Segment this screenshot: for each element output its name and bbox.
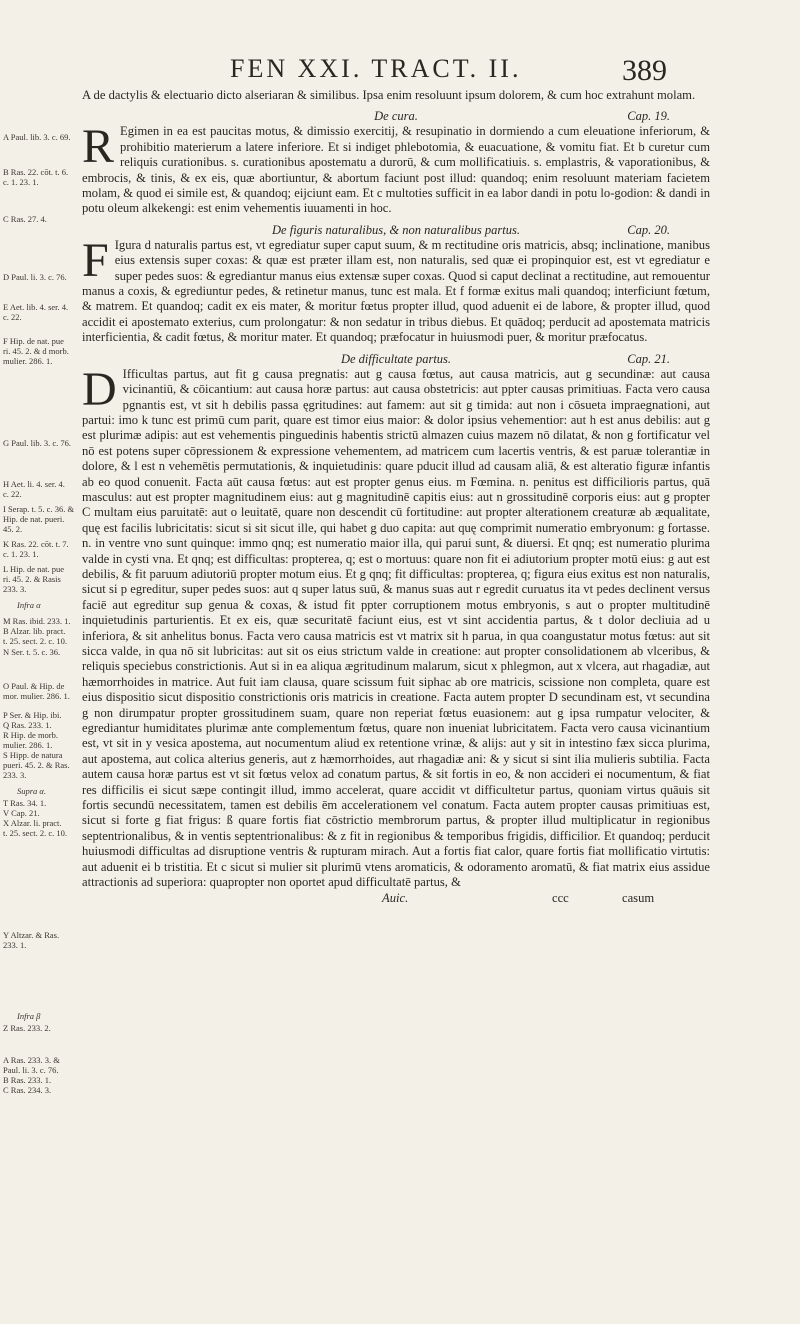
section-cap-20 [82, 223, 710, 346]
section-cap-21 [82, 352, 710, 891]
running-head: FEN XXI. TRACT. II. [230, 54, 522, 83]
chapter-number: Cap. 20. [627, 222, 670, 237]
margin-note-o: O Paul. & Hip. de mor. mulier. 286. 1. [3, 681, 70, 701]
page-header [0, 50, 800, 90]
catchword: casum [622, 890, 655, 905]
intro-paragraph: A de dactylis & electuario dicto alseriaran & similibus. Ipsa enim resoluunt ipsum dolorem, & cum hoc extrahunt molam. [82, 88, 696, 102]
chapter-number: Cap. 21. [627, 351, 670, 366]
main-text [82, 88, 710, 909]
drop-cap: F [82, 233, 109, 287]
page-number: 389 [622, 54, 667, 87]
margin-note-b: B Ras. 22. cōt. t. 6. c. 1. 23. 1. [3, 167, 69, 187]
margin-note-m: M Ras. ibid. 233. 1. B Alzar. lib. pract. t. 25. sect. 2. c. 10. [3, 616, 71, 646]
margin-note-e: E Aet. lib. 4. ser. 4. c. 22. [3, 302, 69, 322]
margin-notes [3, 80, 75, 1230]
margin-note-z: Z Ras. 233. 2. [3, 1023, 51, 1033]
section-title: De figuris naturalibus, & non naturalibus partus. Cap. 20. [272, 222, 670, 237]
margin-note-infra-beta: Infra β [17, 1011, 41, 1021]
section-text: F Igura d naturalis partus est, vt egrediatur super caput suum, & m rectitudine oris matricis, absq; inclinatione, manibus eius extensis super coxas: & quæ est præter illam est, non naturalis, sed quæ ei propinquior est, est vt egrediatur e super pedes suos: & egrediantur manus eius extensæ super coxas. Quod si caput declinat a rectitudine, aut remouentur manus a coxis, & egrediuntur pedes, & retinetur manus, tunc est mala. Et f formæ exitus mali quandoq; interficiunt fœtum, & matrem. Et quandoq; cadit ex eis mater, & moritur fœtus propter illud, quod aduenit ei de labore, & propter illud, quod accidit ei apostemato exterius, cum prolongatur: & non sedatur in tribus diebus. Et quādoq; perducit ad apostemata matricis interficientia, & cadit fœtus, & moritur mater. Et quandoq; præfocatur in huiusmodi puer, & moritur præfocatus. [82, 233, 710, 345]
margin-note-k: K Ras. 22. cōt. t. 7. c. 1. 23. 1. [3, 539, 69, 559]
section-cap-19 [82, 109, 710, 216]
section-title: De difficultate partus. Cap. 21. [340, 351, 670, 366]
margin-note-aa: A Ras. 233. 3. & Paul. li. 3. c. 76. B Ras. 233. 1. C Ras. 234. 3. [3, 1055, 60, 1095]
section-title: De cura. Cap. 19. [374, 109, 670, 124]
margin-note-d: D Paul. li. 3. c. 76. [3, 272, 67, 282]
margin-note-t: T Ras. 34. 1. V Cap. 21. X Alzar. li. pract. t. 25. sect. 2. c. 10. [3, 798, 67, 838]
margin-note-r: R Hip. de morb. mulier. 286. 1. [3, 730, 59, 750]
margin-note-i: I Serap. t. 5. c. 36. & Hip. de nat. pueri. 45. 2. [3, 504, 75, 534]
signature-mark: ccc [552, 890, 569, 905]
margin-note-p: P Ser. & Hip. ibi. Q Ras. 233. 1. [3, 710, 62, 730]
chapter-number: Cap. 19. [627, 109, 670, 124]
margin-note-infra: Infra α [17, 600, 41, 610]
margin-note-f: F Hip. de nat. pue ri. 45. 2. & d morb. mulier. 286. 1. [3, 336, 69, 366]
margin-note-s: S Hipp. de natura pueri. 45. 2. & Ras. 233. 3. [3, 750, 70, 780]
drop-cap: R [82, 120, 115, 174]
margin-note-a: A Paul. lib. 3. c. 69. [3, 132, 71, 142]
section-text: R Egimen in ea est paucitas motus, & dimissio exercitij, & resupinatio in dormiendo a cum eleuatione inferiorum, & prohibitio materierum a latere inferiore. Et si indiget phlebotomia, & euacuatione, & vomitu fiat. Et b curetur cum reliquis curationibus. s. curationibus apostematu a durorū, & cum mollificatiuis. s. emplastris, & vaporationibus, & embrocis, & tinis, & ex eis, quæ abortiuntur, & abortum faciunt post illud: quandoq; enim resoluunt materiam facietem molam, & quod ei simile est, & quandoq; eijciunt eam. Et c multoties sufficit in ea labor dandi in potu lo-godion: & dandi in potu oleum alkekengi: est enim vehementis iuuamenti in hoc. [82, 120, 710, 216]
margin-note-l: L Hip. de nat. pue ri. 45. 2. & Rasis 233. 3. [3, 564, 65, 594]
margin-note-y: Y Altzar. & Ras. 233. 1. [3, 930, 60, 950]
margin-note-supra: Supra α. [17, 786, 47, 796]
margin-note-c: C Ras. 27. 4. [3, 214, 47, 224]
center-word: Auic. [382, 890, 409, 905]
margin-note-g: G Paul. lib. 3. c. 76. [3, 438, 71, 448]
drop-cap: D [82, 362, 117, 416]
page-footer [82, 891, 710, 909]
margin-note-h: H Aet. li. 4. ser. 4. c. 22. [3, 479, 65, 499]
margin-note-n: N Ser. t. 5. c. 36. [3, 647, 61, 657]
section-text: D Ifficultas partus, aut fit g causa pregnatis: aut g causa fœtus, aut causa matricis, aut g secundinæ: aut causa vicinantiū, & cōicantium: aut causa horæ partus: aut causa obstetricis: aut ppter causas primitiuas. Facta vero causa pgnantis est, vt sit h debilis passa ęgritudines: aut famem: aut sit g timida: aut non i cōsueta impraegnationi, aut partui: imo k tunc est primū cum parit, quare est timor eius maior: & dolor ipsius vehementior: aut h est anus debilis: aut g est plurimæ adipis: aut est vehementis pinguedinis habentis strictū almazen cuius mazem nō dilatat, & non g fortificatur vel nō est potens super cōpressionem & expressione vehementem, ad matricem cum lacertis ventris, & est paruæ tolerantiæ in dolore, & l est n vehemētis permutationis, & inquietudinis: quare pducit illud ad causam aliā, & est alteratio figuræ infantis ab eo quod conuenit. Facta aūt causa fœtus: aut est propter genus eius. m Fœmina. n. penitus est difficilioris partus, quā masculus: aut est propter magnitudinem eius: aut g magnitudinē capitis eius: aut n grossitudinē corporis eius: aut g propter C multam eius paruitatē: aut o leuitatē, quare non descendit cū fortitudine: aut propter alterationem creaturæ ab æqualitate, quę est facilis lubricitatis: sicut si sit sicut ille, qui habet g duo capita: aut quę comprimit numeratio embryonum: g fortasse. n. in ventre vno sunt quinque: immo qnq; est numeratio maior illa, qui parui sunt, & diuersi. Et qnq; est numeratio plurima valde in cysti vna. Et qnq; est difficultas: propterea, q; est o mortuus: quare non fit ei adiutorium propter motū eius: g aut est debilis, & fit paruum adiutoriū propter motum eius. Et g qnq; fit difficultas: propterea, q; figura eius exitus est non naturalis, sicut si p egreditur, super pedes suos: aut q super latus suū, & manus suas aut r egredit curuatus ita vt pedes declinent versus faciē aut egreditur sup genua & coxas, & istud fit ppter corruptionem motus embryonis, s aut o propter multitudinē inquietudinis parturientis. Et ex eis, quæ securitatē faciunt eius, est vt sint accidentia partus, & t dolor decliuia ad u inferiora, & sit anhelitus bonus. Facta vero causa matricis est vt matrix sit h parua, in qua coangustatur motus fœtus: aut sit sicca valde, in qua nō sit lubricitas: aut sit os eius strictum valde in creatione: aut propter consolidationem ab vlceribus, & reliquis speciebus constrictionis. Aut si in ea aliqua ægritudinum malarum, sicut x phlegmon, aut x vlcera, aut rhagadiæ, aut hæmorrhoides in matrice. Aut fuit iam clausa, quare scissum fuit siphac ab ore matricis, scissione non completa, quare est eius dispositio sicut dispositio constrictionis oris matricis in creatione. Facta autem propter D secundinam est, vt secundina g non dirumpatur propter grossitudinem suam, quare non reperiat fœtus euasionem: aut g ipsa rumpatur velociter, & egrediantur humiditates plurimæ ante complementum fœtus, quare non inueniat lubricitatem. Facta vero causa vicinantium est, vt sit in y vesica apostema, aut nocumentum aliud ex retentione vrinæ, & alijs: aut y sit in intestino fæx sicca plurima, aut apostema, aut colica alterius generis, aut z hæmorrhoides, aut rhagadiæ ani: & y sicut si sint ilia mulieris subtilia. Facta autem causa horæ partus est vt sit fœtus velox ad conatum partus, & sit fortis in eo, & non accideri ei nocumentum, & fiat res difficilis ei sicut sæpe contingit illud, immo accelerat, quare accidit vt difficultetur partus, quoniam virtus quāuis sit fortis secundū necessitatem, tamen est debilis ēm accelerationem vel conatum. Facta autem propter causas primitiuas est, sicut si forte g fiat frigus: ß quare fortis fiat cōstrictio membrorum partus, & propter illud multiplicatur in regionibus septentrionalibus, & in ventis septentrionalibus: & z fit in regionibus & temporibus frigidis, difficilior. Et quandoq; perducit huiusmodi difficultas ad disruptione ventris & rupturam mirach. Aut a fortis fiat calor, quare fortis fiat mollificatio virtutis: aut aduenit ei b tristitia. Et c sicut si mulier sit plurimū vtens aromaticis, & odoramento aromatū, & fiat matrix eius assidue attractionis ad superiora: quapropter non oportet apud difficultatē partus, & [82, 362, 710, 890]
